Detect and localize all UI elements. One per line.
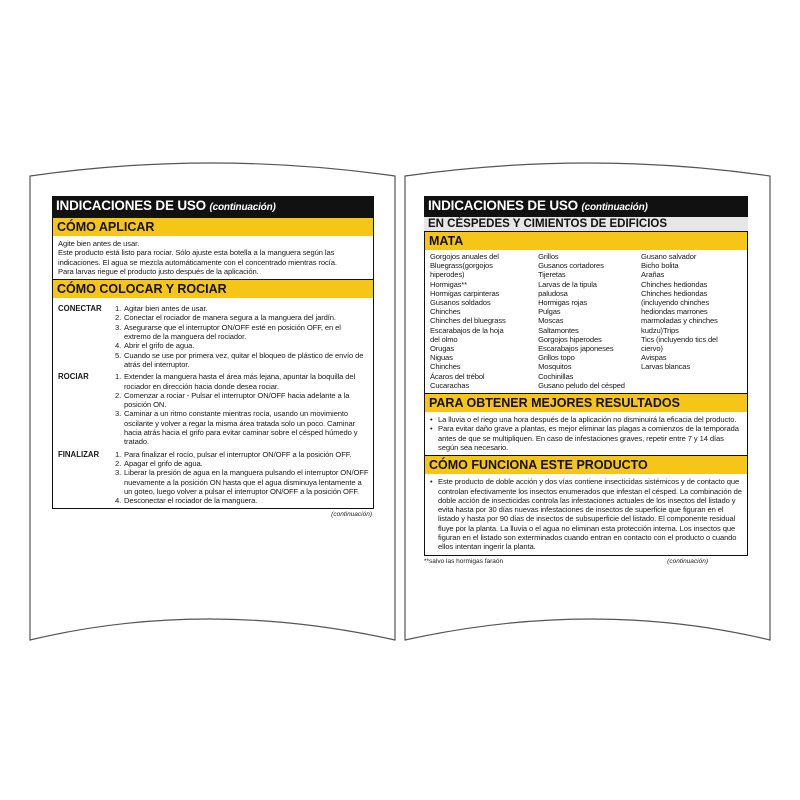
step-group-label: ROCIAR (58, 372, 89, 382)
bullet-dot-icon: • (430, 477, 433, 487)
pest-item: Niguas (430, 353, 453, 363)
step-text: Asegurarse que el interruptor ON/OFF esté en posición OFF, en el extremo de la manguera del rociador. (124, 322, 341, 342)
pest-item: Chinches (430, 362, 461, 372)
step-group (58, 304, 369, 369)
pest-item: Hormigas** (430, 279, 467, 289)
pest-item: Larvas blancas (641, 362, 691, 372)
bullet-text: La lluvia o el riego una hora después de la aplicación no disminuirá la eficacia del producto. (438, 415, 737, 425)
pest-item: Grillos topo (538, 353, 575, 363)
step-text: Comenzar a rociar - Pulsar el interruptor ON/OFF hacia adelante a la posición ON. (124, 390, 350, 410)
setup-heading: CÓMO COLOCAR Y ROCIAR (53, 279, 373, 298)
best-results-heading: PARA OBTENER MEJORES RESULTADOS (425, 393, 747, 412)
pest-item: Mosquitos (538, 362, 572, 372)
step-list (115, 450, 369, 506)
left-title-suffix: (continuación) (209, 202, 276, 213)
kills-section (424, 231, 748, 556)
step-group (58, 372, 369, 446)
pest-item: Gusano salvador (641, 252, 697, 261)
left-title: INDICACIONES DE USO (56, 198, 206, 213)
step-text: Extender la manguera hasta el área más lejana, apuntar la boquilla del rociador en dirección hacia donde desea rociar. (124, 372, 356, 391)
pest-item: Chinches del bluegrass (430, 316, 506, 326)
pest-columns (425, 250, 747, 393)
footnote: **salvo las hormigas faraón (424, 557, 504, 565)
step-number: 2. (115, 313, 122, 323)
how-to-apply-heading: CÓMO APLICAR (53, 218, 373, 236)
step-item (115, 468, 369, 496)
bullet-item (430, 415, 743, 424)
pest-item: Orugas (430, 344, 455, 354)
bullet-dot-icon: • (430, 415, 433, 425)
step-group-label: CONECTAR (58, 304, 102, 314)
step-item (115, 459, 369, 468)
step-number: 3. (115, 468, 122, 478)
how-to-apply-text: Agite bien antes de usar. Este producto está listo para rociar. Sólo ajuste esta botella a la manguera según las indicaciones. El agua se mezcla automáticamente con el concentrado mientras rocía. Para larvas riegue el producto justo después de la aplicación. (58, 239, 337, 276)
step-list (115, 304, 369, 369)
pest-column-2 (538, 252, 641, 390)
bullet-dot-icon: • (430, 424, 433, 434)
step-item (115, 450, 369, 459)
bullet-text: Para evitar daño grave a plantas, es mejor eliminar las plagas a comienzos de la temporada antes de que se multipliquen. En caso de infestaciones graves, repetir entre 7 y 14 días según sea necesario. (438, 424, 739, 452)
pest-item: Ácaros del trébol (430, 371, 485, 381)
step-text: Agitar bien antes de usar. (124, 304, 208, 314)
step-number: 1. (115, 449, 122, 459)
pest-item: Escarabajos de la hoja del olmo (430, 325, 504, 344)
pest-item: Avispas (641, 353, 667, 363)
pest-item: Gorgojos hiperodes (538, 334, 602, 344)
step-item (115, 313, 369, 322)
step-number: 1. (115, 372, 122, 382)
kills-heading: MATA (425, 232, 747, 250)
how-it-works-list (425, 474, 747, 554)
pest-item: Hormigas carpinteras (430, 288, 500, 298)
pest-item: Moscas (538, 316, 564, 326)
step-text: Conectar el rociador de manera segura a la manguera del jardín. (124, 313, 336, 323)
step-item (115, 304, 369, 313)
pest-item: Chinches hediondas (incluyendo chinches hediondas marrones marmoladas y chinches kudzu)Trips (641, 288, 718, 335)
pest-item: Chinches (430, 307, 461, 317)
right-title-suffix: (continuación) (581, 202, 648, 213)
bullet-item (430, 477, 743, 551)
step-group-label: FINALIZAR (58, 449, 100, 459)
step-number: 3. (115, 409, 122, 419)
pest-item: Cochinillas (538, 371, 574, 381)
pest-item: Saltamontes (538, 325, 579, 335)
step-number: 5. (115, 350, 122, 360)
setup-groups (53, 298, 373, 508)
step-number: 2. (115, 390, 122, 400)
step-number: 2. (115, 458, 122, 468)
step-text: Liberar la presión de agua en la manguera pulsando el interruptor ON/OFF nuevamente a la posición ON hasta que el agua disminuya lentamente a un goteo, luego volver a pulsar el interruptor ON/OFF a la posición OFF. (124, 468, 369, 496)
pest-item: Gusanos soldados (430, 298, 491, 308)
bullet-text: Este producto de doble acción y dos vías contiene insecticidas sistémicos y de contacto que controlan efectivamente los insectos enumerados que infestan el césped. La combinación de doble acción de insecticidas controla las infestaciones actuales de los insectos del listado y evita hasta por 30 días nuevas infestaciones de insectos de superficie que figuran en el listado y hasta por 90 días de insectos de subsuperficie del listado. El componente residual fluye por la planta. La lluvia o el agua no eliminan esta protección interna. Los insectos que figuran en el listado son exterminados cuando entran en contacto con el producto o cuando ellos intentan ingerir la planta. (438, 477, 742, 552)
pest-item: Cucarachas (430, 380, 470, 390)
step-list (115, 372, 369, 446)
right-title-bar (424, 196, 748, 217)
pest-column-1 (430, 252, 538, 390)
step-text: Desconectar el rociador de la manguera. (124, 496, 258, 506)
pest-item: Pulgas (538, 307, 561, 317)
step-text: Caminar a un ritmo constante mientras rocía, usando un movimiento oscilante y volver a regar la misma área tratada solo un poco. Caminar hacia atrás hacia el grifo para evitar caminar sobre el césped húmedo y tratado. (124, 409, 358, 447)
pest-column-3 (641, 252, 744, 390)
step-item (115, 372, 369, 391)
step-text: Apagar el grifo de agua. (124, 458, 203, 468)
step-item (115, 341, 369, 350)
left-title-bar (52, 196, 374, 217)
pest-item: Gusanos cortadores (538, 261, 604, 271)
step-text: Abrir el grifo de agua. (124, 341, 195, 351)
step-item (115, 496, 369, 505)
pest-item: Tics (incluyendo tics del ciervo) (641, 334, 718, 354)
pest-item: Tijeretas (538, 270, 566, 280)
right-continued-note: (continuación) (667, 557, 708, 565)
step-item (115, 409, 369, 446)
step-item (115, 351, 369, 370)
step-number: 4. (115, 496, 122, 506)
pest-item: Gorgojos anuales del Bluegrass(gorgojos hiperodes) (430, 252, 499, 280)
pest-item: Chinches hediondas (641, 279, 708, 289)
right-title: INDICACIONES DE USO (428, 198, 578, 213)
left-continued-note: (continuación) (331, 511, 372, 519)
how-to-apply-section (52, 217, 374, 509)
step-text: Para finalizar el rocío, pulsar el interruptor ON/OFF a la posición OFF. (124, 449, 352, 459)
step-number: 1. (115, 304, 122, 314)
pest-item: Arañas (641, 270, 665, 280)
best-results-list (425, 412, 747, 455)
step-group (58, 450, 369, 506)
step-number: 3. (115, 322, 122, 332)
pest-item: Bicho bolita (641, 261, 679, 271)
step-text: Cuando se use por primera vez, quitar el bloqueo de plástico de envío de atrás del interruptor. (124, 350, 364, 369)
lawns-subheading: EN CÉSPEDES Y CIMIENTOS DE EDIFICIOS (424, 217, 748, 231)
bullet-item (430, 424, 743, 452)
pest-item: Grillos (538, 252, 559, 261)
step-item (115, 323, 369, 342)
right-page (424, 196, 748, 565)
pest-item: Gusano peludo del césped (538, 380, 625, 390)
pest-item: Hormigas rojas (538, 298, 588, 308)
left-page (52, 196, 374, 518)
step-number: 4. (115, 341, 122, 351)
how-it-works-heading: CÓMO FUNCIONA ESTE PRODUCTO (425, 455, 747, 474)
pest-item: Escarabajos japoneses (538, 344, 614, 354)
pest-item: Larvas de la tipula paludosa (538, 279, 597, 298)
right-footer (424, 558, 748, 565)
step-item (115, 391, 369, 410)
